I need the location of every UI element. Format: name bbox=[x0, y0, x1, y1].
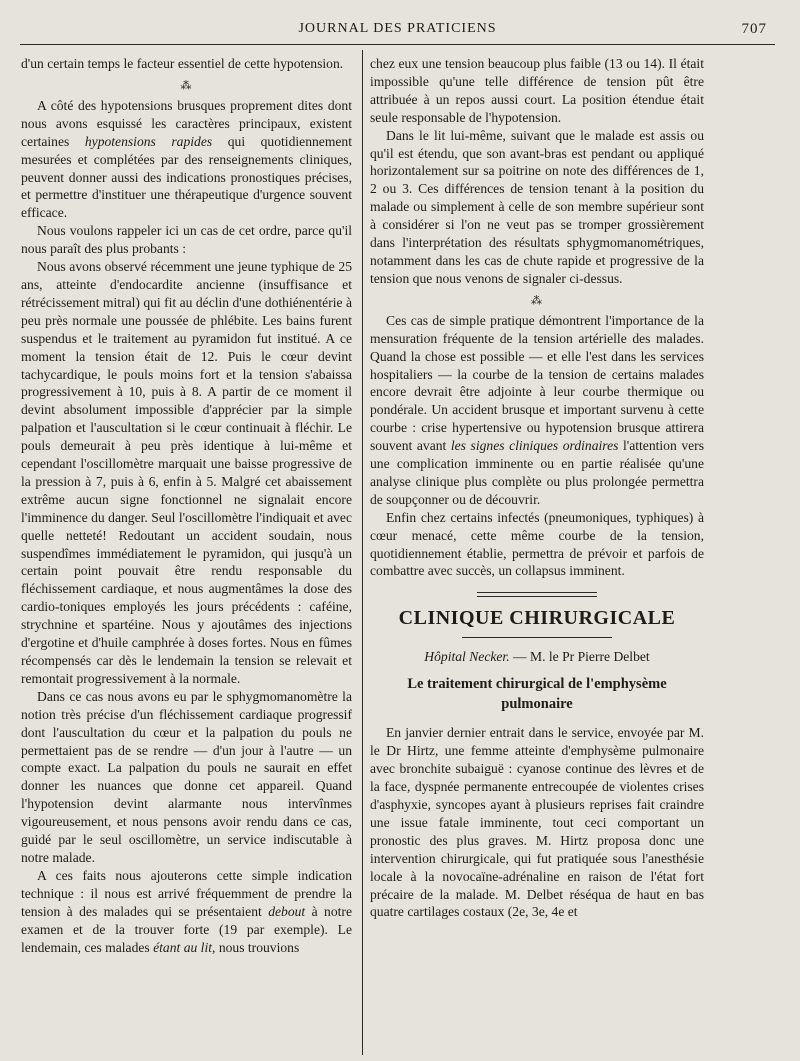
paragraph: d'un certain temps le facteur essentiel de cette hypotension. bbox=[21, 56, 344, 71]
article-title: Le traitement chirurgical de l'emphysème pulmonaire bbox=[407, 676, 667, 713]
column-divider bbox=[362, 50, 363, 1055]
paragraph: Enfin chez certains infectés (pneumoniques, typhiques) à cœur menacé, cette même courbe de la tension, quotidiennement établie, permettra de prévoir et parfois de combattre avec succès, un collapsus imminent. bbox=[370, 509, 704, 579]
paragraph: A ces faits nous ajouterons cette simple indication technique : il nous est arrivé fréquemment de prendre la tension à des malades qui se présentaient debout à notre examen et de la trouver forte (19 par exemple). Le lendemain, ces malades étant au lit, nous trouvions bbox=[21, 867, 352, 955]
left-column bbox=[21, 55, 352, 1055]
paragraph: A côté des hypotensions brusques proprement dites dont nous avons esquissé les caractères principaux, existent certaines hypotensions rapides qui quotidiennement mesurées et complétées par des renseignements cliniques, peuvent donner aussi des indications pronostiques précises, et permettre d'instituer une thérapeutique d'urgence souvent efficace. bbox=[21, 97, 352, 221]
page-number: 707 bbox=[741, 21, 767, 37]
paragraph: Ces cas de simple pratique démontrent l'importance de la mensuration fréquente de la tension artérielle des malades. Quand la chose est possible — et elle l'est dans les services hospitaliers — la courbe de la tension de certains malades encore devrait être adjointe à leur courbe thermique ou pondérale. Un accident brusque et important survenu à cette courbe : crise hypertensive ou hypotension brusque attirera souvent avant les signes cliniques ordinaires l'attention vers une complication imminente ou en partie réalisée qu'une analyse clinique plus complète ou plus prolongée permettra de soupçonner ou de découvrir. bbox=[370, 312, 704, 507]
section-title: CLINIQUE CHIRURGICALE bbox=[398, 607, 676, 630]
paragraph: Dans le lit lui-même, suivant que le malade est assis ou qu'il est étendu, que son avant-bras est pendant ou appliqué horizontalement sur sa poitrine on note des différences de 1, 2 ou 3. Ces différences de tension tenant à la position du malade ou simplement à celle de son membre supérieur sont à considérer si l'on ne veut pas se tromper grossièrement dans l'interprétation des résultats sphygmomanométriques, notamment dans les cas de chute rapide et progressive de la tension que nous venons de signaler ci-dessus. bbox=[370, 127, 704, 286]
right-column bbox=[370, 55, 704, 1055]
paragraph: chez eux une tension beaucoup plus faible (13 ou 14). Il était impossible qu'une telle différence de tension pût être attribuée à un repos aussi court. La position étendue était seule responsable de l'hypotension. bbox=[370, 56, 704, 125]
paragraph: En janvier dernier entrait dans le service, envoyée par M. le Dr Hirtz, une femme atteinte d'emphysème pulmonaire avec bronchite subaiguë : cyanose continue des lèvres et de la face, dyspnée permanente entrecoupée de violentes crises d'asphyxie, syncopes ayant à plusieurs reprises fait craindre une issue fatale imminente, tout ceci comportant un pronostic des plus graves. M. Hirtz proposa donc une intervention chirurgicale, qui fut pratiquée sous l'anesthésie locale à la novocaïne-adrénaline en raison de l'état fort précaire de la malade. M. Delbet réséqua de haut en bas quatre cartilages costaux (2e, 3e, 4e et bbox=[370, 725, 704, 920]
paragraph: Nous avons observé récemment une jeune typhique de 25 ans, atteinte d'endocardite ancienne (insuffisance et rétrécissement mitral) qui fit au déclin d'une dothiénentérie à peu près normale une poussée de phlébite. Les bains furent suspendus et le traitement au pyramidon fut institué. A ce moment la tension était de 12. Puis le cœur devint tachycardique, le pouls moins fort et la tension s'abaissa progressivement à 10, puis à 8. A partir de ce moment il devint absolument impossible d'apprécier par la simple palpation et l'auscultation si le cœur continuait à fléchir. Le pouls demeurait à peu près identique à lui-même et cependant l'oscillomètre marquait une baisse progressive de la pression à 7, puis à 6, enfin à 5. Malgré cet abaissement extrême aucun signe fonctionnel ne signalait encore l'imminence du danger. Seul l'oscillomètre l'indiquait et avec quelle netteté! Redoutant un accident soudain, nous suspendîmes immédiatement le pyramidon, qui jusqu'à un certain point pouvait être rendu responsable du fléchissement cardiaque, et nous augmentâmes la dose des cardio-toniques employés les jours précédents : caféine, strychnine et spartéine. Nous y ajoutâmes des injections d'ergotine et d'huile camphrée à doses fortes. Nous en fûmes récompensés car dès le lendemain la tension se relevait et remontait progressivement à la normale. bbox=[21, 259, 352, 686]
journal-title: JOURNAL DES PRATICIENS bbox=[298, 21, 497, 36]
paragraph: Nous voulons rappeler ici un cas de cet ordre, parce qu'il nous paraît des plus probants : bbox=[21, 223, 352, 257]
section-separator-stars: ⁂ bbox=[180, 79, 193, 92]
running-header bbox=[20, 19, 775, 41]
section-title-rule bbox=[462, 637, 612, 638]
section-double-rule bbox=[477, 592, 597, 597]
hospital-line: Hôpital Necker. — M. le Pr Pierre Delbet bbox=[424, 649, 650, 665]
section-separator-stars: ⁂ bbox=[531, 294, 543, 307]
header-rule bbox=[20, 44, 775, 45]
paragraph: Dans ce cas nous avons eu par le sphygmomanomètre la notion très précise d'un fléchissement cardiaque progressif dont l'auscultation du cœur et la palpation du pouls ne permettaient pas de se rendre — d'un jour à l'autre — un compte exact. La palpation du pouls ne saurait en effet donner les nuances que donne cet appareil. Quand l'hypotension devint alarmante nous intervînmes vigoureusement, et nous pensons avoir rendu dans ce cas, guidé par le seul oscillomètre, un service indiscutable à notre malade. bbox=[21, 688, 352, 865]
